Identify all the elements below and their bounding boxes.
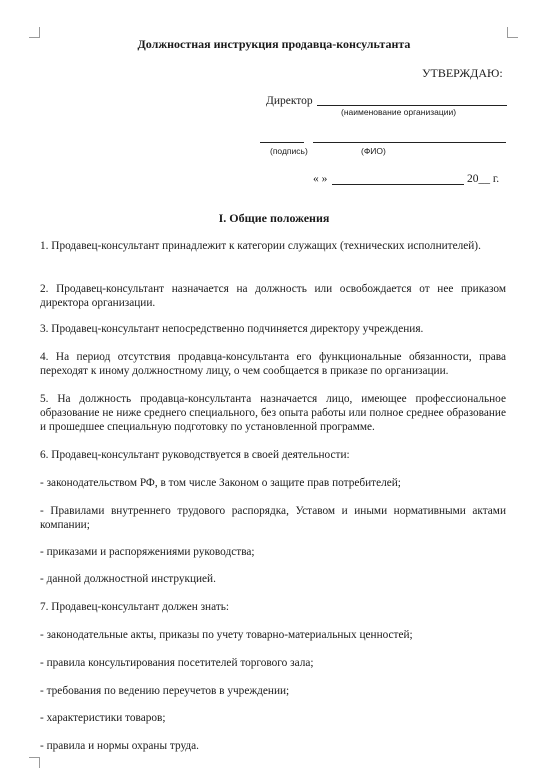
organization-caption: (наименование организации) [341, 107, 457, 117]
document-title: Должностная инструкция продавца-консультанта [137, 37, 411, 51]
signature-line [260, 142, 304, 143]
paragraph-5: 5. На должность продавца-консультанта назначается лицо, имеющее профессиональное образование не ниже среднего специального, без опыта работы или полное среднее образование и прошедшее специальную подготовку по установленной программе. [40, 393, 506, 433]
date-month-line [332, 184, 464, 185]
fio-line [313, 142, 506, 143]
fio-caption: (ФИО) [361, 146, 386, 156]
crop-mark-bottom-left [29, 757, 40, 768]
list-item-rules: - Правилами внутреннего трудового распорядка, Уставом и иными нормативными актами компании; [40, 505, 506, 531]
paragraph-6: 6. Продавец-консультант руководствуется в своей деятельности: [40, 449, 350, 461]
list-item-orders: - приказами и распоряжениями руководства; [40, 546, 255, 558]
paragraph-2: 2. Продавец-консультант назначается на должность или освобождается от нее приказом директора организации. [40, 283, 506, 309]
list-item-law: - законодательством РФ, в том числе Законом о защите прав потребителей; [40, 477, 401, 489]
approve-label: УТВЕРЖДАЮ: [422, 66, 503, 80]
date-year: 20__ г. [467, 173, 500, 185]
list-item-goods: - характеристики товаров; [40, 712, 166, 724]
organization-line [317, 105, 507, 106]
paragraph-1: 1. Продавец-консультант принадлежит к категории служащих (технических исполнителей). [40, 240, 481, 252]
list-item-safety: - правила и нормы охраны труда. [40, 740, 199, 752]
director-label: Директор [266, 95, 313, 107]
paragraph-3: 3. Продавец-консультант непосредственно подчиняется директору учреждения. [40, 323, 424, 335]
paragraph-4: 4. На период отсутствия продавца-консультанта его функциональные обязанности, права переходят к иному должностному лицу, о чем сообщается в приказе по организации. [40, 351, 506, 377]
section-title: I. Общие положения [218, 211, 330, 225]
list-item-instruction: - данной должностной инструкцией. [40, 573, 216, 585]
signature-caption: (подпись) [270, 146, 308, 156]
paragraph-7: 7. Продавец-консультант должен знать: [40, 601, 230, 613]
list-item-acts: - законодательные акты, приказы по учету товарно-материальных ценностей; [40, 629, 413, 641]
date-day-quotes: « » [313, 173, 328, 185]
list-item-consulting: - правила консультирования посетителей торгового зала; [40, 657, 314, 669]
list-item-inventory: - требования по ведению переучетов в учреждении; [40, 685, 290, 697]
